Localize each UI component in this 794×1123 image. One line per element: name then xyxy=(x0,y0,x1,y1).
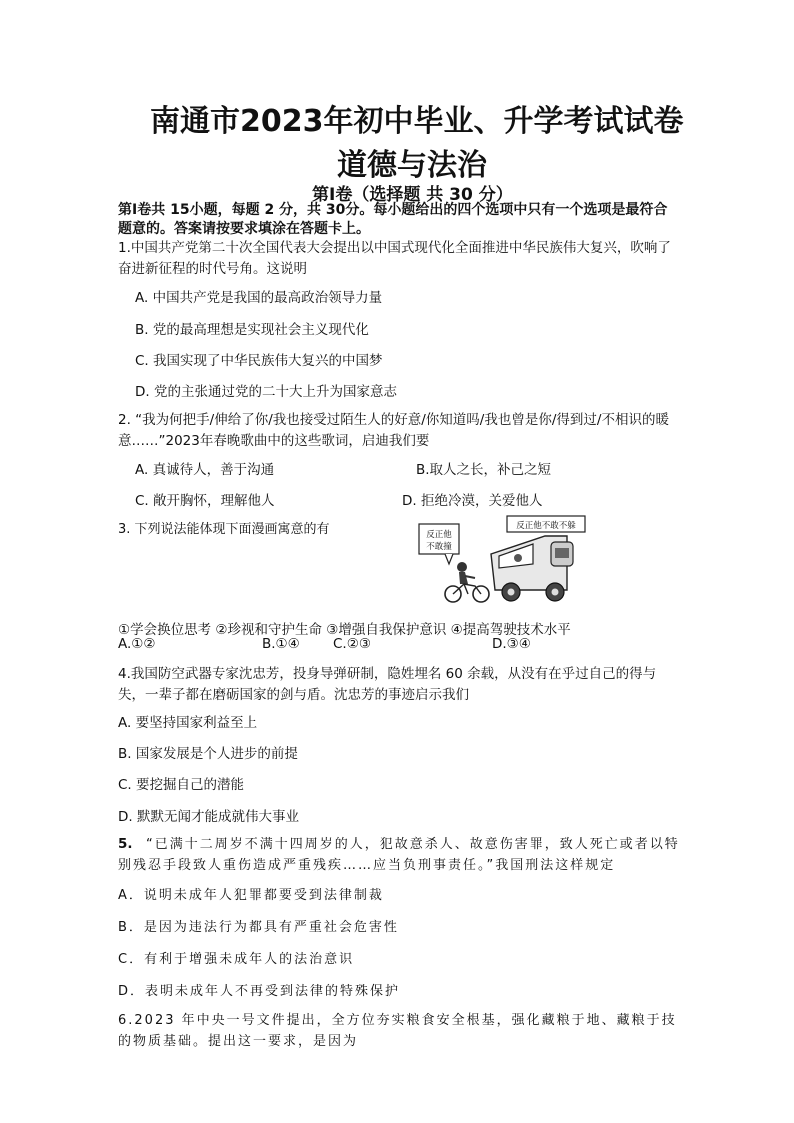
question-2-option-d: D. 拒绝冷漠，关爱他人 xyxy=(402,493,543,509)
question-2-option-c: C. 敞开胸怀，理解他人 xyxy=(135,493,275,509)
question-3-option-c: C.②③ xyxy=(333,636,371,652)
cyclist-speech-line-2: 不敢撞 xyxy=(426,542,452,552)
question-5-option-a: A．说明未成年人犯罪都要受到法律制裁 xyxy=(118,888,384,903)
section-heading: 第Ⅰ卷（选择题 共 30 分） xyxy=(312,185,513,205)
question-5-stem: “已满十二周岁不满十四周岁的人，犯故意杀人、故意伤害罪，致人死亡或者以特别残忍手段致人重伤造成严重残疾……应当负刑事责任。”我国刑法这样规定 xyxy=(118,837,680,873)
question-2-stem: 2. “我为何把手/伸给了你/我也接受过陌生人的好意/你知道吗/我也曾是你/得到过/不相识的暖意……”2023年春晚歌曲中的这些歌词，启迪我们要 xyxy=(118,412,669,449)
section-intro: 第Ⅰ卷共 15小题，每题 2 分，共 30分。每小题给出的四个选项中只有一个选项是最符合题意的。答案请按要求填涂在答题卡上。 xyxy=(118,202,668,237)
question-5-option-b: B．是因为违法行为都具有严重社会危害性 xyxy=(118,920,399,935)
question-1-option-b: B. 党的最高理想是实现社会主义现代化 xyxy=(135,322,369,338)
question-4-option-a: A. 要坚持国家利益至上 xyxy=(118,715,258,731)
question-4-option-c: C. 要挖掘自己的潜能 xyxy=(118,777,245,793)
question-2-option-a: A. 真诚待人，善于沟通 xyxy=(135,462,275,478)
exam-title: 南通市2023年初中毕业、升学考试试卷 xyxy=(150,104,684,139)
truck-figure xyxy=(491,536,573,601)
question-1-stem: 1.中国共产党第二十次全国代表大会提出以中国式现代化全面推进中华民族伟大复兴，吹响了奋进新征程的时代号角。这说明 xyxy=(118,240,671,277)
question-4-option-d: D. 默默无闻才能成就伟大事业 xyxy=(118,809,299,825)
question-5-option-d: D．表明未成年人不再受到法律的特殊保护 xyxy=(118,984,401,999)
question-1-option-d: D. 党的主张通过党的二十大上升为国家意志 xyxy=(135,384,397,400)
question-4-stem: 4.我国防空武器专家沈忠芳，投身导弹研制，隐姓埋名 60 余载，从没有在乎过自己的得与失，一辈子都在磨砺国家的剑与盾。沈忠芳的事迹启示我们 xyxy=(118,666,657,703)
subject-title: 道德与法治 xyxy=(337,148,487,183)
question-3-option-a: A.①② xyxy=(118,636,156,652)
question-6-stem: 6.2023 年中央一号文件提出，全方位夯实粮食安全根基，强化藏粮于地、藏粮于技的物质基础。提出这一要求，是因为 xyxy=(118,1013,677,1049)
question-5-number: 5. xyxy=(118,836,133,852)
question-3-stem: 3. 下列说法能体现下面漫画寓意的有 xyxy=(118,522,330,537)
question-1-option-a: A. 中国共产党是我国的最高政治领导力量 xyxy=(135,290,383,306)
cyclist-figure xyxy=(445,562,489,602)
question-3-option-d: D.③④ xyxy=(492,636,531,652)
question-1-option-c: C. 我国实现了中华民族伟大复兴的中国梦 xyxy=(135,353,383,369)
question-5-option-c: C．有利于增强未成年人的法治意识 xyxy=(118,952,355,967)
driver-speech-text: 反正他不敢不躲 xyxy=(516,521,576,531)
question-4-option-b: B. 国家发展是个人进步的前提 xyxy=(118,746,298,762)
question-3-option-b: B.①④ xyxy=(262,636,300,652)
cyclist-speech-tail xyxy=(445,554,453,564)
question-3-statements: ①学会换位思考 ②珍视和守护生命 ③增强自我保护意识 ④提高驾驶技术水平 xyxy=(118,622,571,638)
cartoon-cyclist-vs-truck xyxy=(415,512,590,604)
question-2-option-b: B.取人之长，补己之短 xyxy=(416,462,552,478)
cyclist-speech-line-1: 反正他 xyxy=(426,530,452,540)
